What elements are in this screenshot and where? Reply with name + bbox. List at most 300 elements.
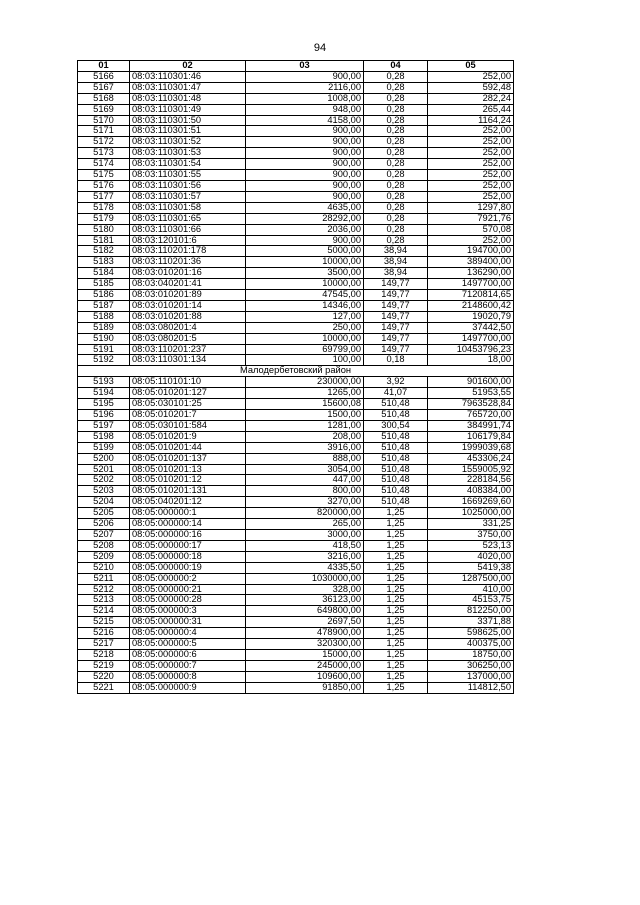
- table-row: [78, 333, 514, 344]
- cadastral-number: 08:05:000000:9: [130, 682, 246, 693]
- header-col-04: 04: [364, 61, 428, 72]
- row-number: 5198: [78, 431, 130, 442]
- area-value: 4635,00: [246, 202, 364, 213]
- table-row: [78, 584, 514, 595]
- table-row: [78, 475, 514, 486]
- unit-rate: 0,28: [364, 104, 428, 115]
- area-value: 15600,08: [246, 399, 364, 410]
- area-value: 28292,00: [246, 213, 364, 224]
- cadastral-number: 08:03:010201:88: [130, 311, 246, 322]
- cadastral-number: 08:03:080201:4: [130, 322, 246, 333]
- cadastral-value: 137000,00: [428, 671, 514, 682]
- area-value: 208,00: [246, 431, 364, 442]
- area-value: 2116,00: [246, 82, 364, 93]
- cadastral-number: 08:05:000000:3: [130, 606, 246, 617]
- table-row: [78, 82, 514, 93]
- cadastral-value: 252,00: [428, 126, 514, 137]
- table-row: [78, 606, 514, 617]
- unit-rate: 3,92: [364, 377, 428, 388]
- row-number: 5195: [78, 399, 130, 410]
- unit-rate: 1,25: [364, 529, 428, 540]
- cadastral-value: 265,44: [428, 104, 514, 115]
- row-number: 5191: [78, 344, 130, 355]
- table-header-row: [78, 61, 514, 72]
- cadastral-number: 08:05:000000:31: [130, 617, 246, 628]
- cadastral-value: 3750,00: [428, 529, 514, 540]
- cadastral-number: 08:05:010201:13: [130, 464, 246, 475]
- cadastral-value: 5419,38: [428, 562, 514, 573]
- header-col-03: 03: [246, 61, 364, 72]
- table-row: [78, 279, 514, 290]
- cadastral-number: 08:03:040201:41: [130, 279, 246, 290]
- cadastral-value: 252,00: [428, 148, 514, 159]
- row-number: 5219: [78, 660, 130, 671]
- table-row: [78, 486, 514, 497]
- cadastral-number: 08:03:110301:49: [130, 104, 246, 115]
- cadastral-value: 194700,00: [428, 246, 514, 257]
- unit-rate: 0,28: [364, 115, 428, 126]
- area-value: 2036,00: [246, 224, 364, 235]
- cadastral-value: 598625,00: [428, 628, 514, 639]
- area-value: 1008,00: [246, 93, 364, 104]
- table-row: [78, 540, 514, 551]
- cadastral-value-table: [77, 60, 514, 694]
- cadastral-value: 1297,80: [428, 202, 514, 213]
- cadastral-value: 252,00: [428, 180, 514, 191]
- area-value: 15000,00: [246, 649, 364, 660]
- table-row: [78, 290, 514, 301]
- row-number: 5218: [78, 649, 130, 660]
- area-value: 1030000,00: [246, 573, 364, 584]
- unit-rate: 149,77: [364, 344, 428, 355]
- area-value: 900,00: [246, 191, 364, 202]
- area-value: 265,00: [246, 519, 364, 530]
- cadastral-number: 08:05:040201:12: [130, 497, 246, 508]
- cadastral-number: 08:05:000000:5: [130, 639, 246, 650]
- area-value: 10000,00: [246, 279, 364, 290]
- area-value: 245000,00: [246, 660, 364, 671]
- row-number: 5204: [78, 497, 130, 508]
- cadastral-number: 08:03:010201:89: [130, 290, 246, 301]
- table-row: [78, 180, 514, 191]
- row-number: 5208: [78, 540, 130, 551]
- area-value: 2697,50: [246, 617, 364, 628]
- cadastral-value: 592,48: [428, 82, 514, 93]
- cadastral-value: 1497700,00: [428, 279, 514, 290]
- table-row: [78, 322, 514, 333]
- cadastral-value: 106179,84: [428, 431, 514, 442]
- area-value: 900,00: [246, 170, 364, 181]
- cadastral-number: 08:03:110301:52: [130, 137, 246, 148]
- row-number: 5172: [78, 137, 130, 148]
- unit-rate: 510,48: [364, 431, 428, 442]
- table-row: [78, 388, 514, 399]
- table-row: [78, 246, 514, 257]
- cadastral-number: 08:03:110301:48: [130, 93, 246, 104]
- cadastral-number: 08:03:110301:53: [130, 148, 246, 159]
- table-row: [78, 442, 514, 453]
- unit-rate: 510,48: [364, 442, 428, 453]
- unit-rate: 510,48: [364, 475, 428, 486]
- cadastral-number: 08:03:010201:14: [130, 300, 246, 311]
- unit-rate: 38,94: [364, 246, 428, 257]
- cadastral-number: 08:05:110101:10: [130, 377, 246, 388]
- cadastral-value: 812250,00: [428, 606, 514, 617]
- table-row: [78, 202, 514, 213]
- cadastral-value: 114812,50: [428, 682, 514, 693]
- cadastral-number: 08:05:000000:18: [130, 551, 246, 562]
- area-value: 320300,00: [246, 639, 364, 650]
- cadastral-number: 08:03:110301:57: [130, 191, 246, 202]
- row-number: 5184: [78, 268, 130, 279]
- area-value: 447,00: [246, 475, 364, 486]
- table-row: [78, 562, 514, 573]
- cadastral-value: 2148600,42: [428, 300, 514, 311]
- cadastral-number: 08:05:000000:19: [130, 562, 246, 573]
- unit-rate: 1,25: [364, 573, 428, 584]
- header-col-05: 05: [428, 61, 514, 72]
- unit-rate: 0,28: [364, 235, 428, 246]
- area-value: 3216,00: [246, 551, 364, 562]
- cadastral-number: 08:03:110201:36: [130, 257, 246, 268]
- area-value: 900,00: [246, 137, 364, 148]
- cadastral-value: 252,00: [428, 191, 514, 202]
- cadastral-number: 08:05:010201:12: [130, 475, 246, 486]
- row-number: 5207: [78, 529, 130, 540]
- table-body: [78, 71, 514, 693]
- cadastral-number: 08:05:010201:131: [130, 486, 246, 497]
- row-number: 5221: [78, 682, 130, 693]
- cadastral-number: 08:05:000000:8: [130, 671, 246, 682]
- table-row: [78, 191, 514, 202]
- cadastral-value: 1559005,92: [428, 464, 514, 475]
- unit-rate: 149,77: [364, 300, 428, 311]
- area-value: 900,00: [246, 235, 364, 246]
- cadastral-number: 08:05:000000:17: [130, 540, 246, 551]
- table-row: [78, 148, 514, 159]
- unit-rate: 0,28: [364, 202, 428, 213]
- cadastral-value: 331,25: [428, 519, 514, 530]
- area-value: 5000,00: [246, 246, 364, 257]
- unit-rate: 0,28: [364, 180, 428, 191]
- cadastral-number: 08:03:110301:65: [130, 213, 246, 224]
- unit-rate: 0,28: [364, 137, 428, 148]
- area-value: 3054,00: [246, 464, 364, 475]
- header-col-02: 02: [130, 61, 246, 72]
- cadastral-value: 136290,00: [428, 268, 514, 279]
- unit-rate: 0,28: [364, 170, 428, 181]
- area-value: 800,00: [246, 486, 364, 497]
- unit-rate: 0,28: [364, 191, 428, 202]
- row-number: 5214: [78, 606, 130, 617]
- cadastral-value: 51953,55: [428, 388, 514, 399]
- area-value: 47545,00: [246, 290, 364, 301]
- table-row: [78, 300, 514, 311]
- area-value: 69799,00: [246, 344, 364, 355]
- cadastral-number: 08:05:010201:127: [130, 388, 246, 399]
- row-number: 5173: [78, 148, 130, 159]
- unit-rate: 510,48: [364, 486, 428, 497]
- unit-rate: 0,28: [364, 213, 428, 224]
- row-number: 5171: [78, 126, 130, 137]
- row-number: 5196: [78, 410, 130, 421]
- unit-rate: 1,25: [364, 660, 428, 671]
- cadastral-value: 10453796,23: [428, 344, 514, 355]
- section-title: Малодербетовский район: [78, 366, 514, 377]
- cadastral-number: 08:05:000000:2: [130, 573, 246, 584]
- area-value: 100,00: [246, 355, 364, 366]
- table-row: [78, 213, 514, 224]
- table-row: [78, 617, 514, 628]
- unit-rate: 1,25: [364, 584, 428, 595]
- row-number: 5169: [78, 104, 130, 115]
- table-row: [78, 464, 514, 475]
- cadastral-number: 08:03:080201:5: [130, 333, 246, 344]
- row-number: 5181: [78, 235, 130, 246]
- cadastral-number: 08:05:000000:28: [130, 595, 246, 606]
- cadastral-number: 08:03:110301:56: [130, 180, 246, 191]
- table-row: [78, 497, 514, 508]
- row-number: 5202: [78, 475, 130, 486]
- area-value: 820000,00: [246, 508, 364, 519]
- table-row: [78, 660, 514, 671]
- area-value: 1265,00: [246, 388, 364, 399]
- cadastral-number: 08:05:010201:44: [130, 442, 246, 453]
- area-value: 4335,50: [246, 562, 364, 573]
- cadastral-value: 765720,00: [428, 410, 514, 421]
- table-row: [78, 377, 514, 388]
- table-row: [78, 344, 514, 355]
- unit-rate: 1,25: [364, 519, 428, 530]
- area-value: 418,50: [246, 540, 364, 551]
- table-row: [78, 126, 514, 137]
- table-row: [78, 595, 514, 606]
- row-number: 5180: [78, 224, 130, 235]
- row-number: 5167: [78, 82, 130, 93]
- cadastral-value: 19020,79: [428, 311, 514, 322]
- cadastral-value: 252,00: [428, 159, 514, 170]
- unit-rate: 1,25: [364, 540, 428, 551]
- cadastral-number: 08:03:120101:6: [130, 235, 246, 246]
- row-number: 5186: [78, 290, 130, 301]
- area-value: 10000,00: [246, 257, 364, 268]
- unit-rate: 1,25: [364, 649, 428, 660]
- cadastral-value: 306250,00: [428, 660, 514, 671]
- cadastral-value: 228184,56: [428, 475, 514, 486]
- table-row: [78, 671, 514, 682]
- cadastral-number: 08:03:110301:66: [130, 224, 246, 235]
- area-value: 3500,00: [246, 268, 364, 279]
- unit-rate: 1,25: [364, 628, 428, 639]
- row-number: 5203: [78, 486, 130, 497]
- table-row: [78, 104, 514, 115]
- cadastral-value: 252,00: [428, 235, 514, 246]
- table-row: [78, 71, 514, 82]
- unit-rate: 149,77: [364, 311, 428, 322]
- unit-rate: 510,48: [364, 410, 428, 421]
- cadastral-value: 1669269,60: [428, 497, 514, 508]
- row-number: 5209: [78, 551, 130, 562]
- area-value: 10000,00: [246, 333, 364, 344]
- cadastral-number: 08:05:010201:137: [130, 453, 246, 464]
- area-value: 109600,00: [246, 671, 364, 682]
- row-number: 5197: [78, 420, 130, 431]
- cadastral-value: 570,08: [428, 224, 514, 235]
- unit-rate: 1,25: [364, 617, 428, 628]
- unit-rate: 0,28: [364, 148, 428, 159]
- area-value: 900,00: [246, 126, 364, 137]
- section-row: [78, 366, 514, 377]
- unit-rate: 300,54: [364, 420, 428, 431]
- row-number: 5166: [78, 71, 130, 82]
- row-number: 5182: [78, 246, 130, 257]
- unit-rate: 510,48: [364, 453, 428, 464]
- unit-rate: 149,77: [364, 333, 428, 344]
- unit-rate: 1,25: [364, 595, 428, 606]
- row-number: 5192: [78, 355, 130, 366]
- table-row: [78, 649, 514, 660]
- unit-rate: 1,25: [364, 606, 428, 617]
- unit-rate: 510,48: [364, 497, 428, 508]
- cadastral-value: 1999039,68: [428, 442, 514, 453]
- cadastral-value: 45153,75: [428, 595, 514, 606]
- unit-rate: 0,18: [364, 355, 428, 366]
- row-number: 5176: [78, 180, 130, 191]
- row-number: 5194: [78, 388, 130, 399]
- row-number: 5212: [78, 584, 130, 595]
- cadastral-value: 37442,50: [428, 322, 514, 333]
- unit-rate: 38,94: [364, 257, 428, 268]
- area-value: 900,00: [246, 71, 364, 82]
- cadastral-value: 523,13: [428, 540, 514, 551]
- unit-rate: 1,25: [364, 682, 428, 693]
- cadastral-number: 08:03:010201:16: [130, 268, 246, 279]
- row-number: 5175: [78, 170, 130, 181]
- unit-rate: 510,48: [364, 464, 428, 475]
- area-value: 127,00: [246, 311, 364, 322]
- cadastral-value: 384991,74: [428, 420, 514, 431]
- area-value: 888,00: [246, 453, 364, 464]
- table-row: [78, 551, 514, 562]
- table-row: [78, 159, 514, 170]
- table-row: [78, 628, 514, 639]
- cadastral-number: 08:05:000000:4: [130, 628, 246, 639]
- cadastral-number: 08:03:110201:178: [130, 246, 246, 257]
- cadastral-number: 08:03:110301:58: [130, 202, 246, 213]
- cadastral-value: 252,00: [428, 170, 514, 181]
- cadastral-value: 400375,00: [428, 639, 514, 650]
- cadastral-number: 08:05:010201:7: [130, 410, 246, 421]
- cadastral-number: 08:03:110301:46: [130, 71, 246, 82]
- area-value: 478900,00: [246, 628, 364, 639]
- area-value: 3000,00: [246, 529, 364, 540]
- row-number: 5174: [78, 159, 130, 170]
- area-value: 1281,00: [246, 420, 364, 431]
- header-col-01: 01: [78, 61, 130, 72]
- area-value: 4158,00: [246, 115, 364, 126]
- unit-rate: 0,28: [364, 71, 428, 82]
- unit-rate: 1,25: [364, 551, 428, 562]
- table-row: [78, 137, 514, 148]
- cadastral-value: 18750,00: [428, 649, 514, 660]
- table-row: [78, 529, 514, 540]
- unit-rate: 1,25: [364, 639, 428, 650]
- cadastral-number: 08:03:110301:47: [130, 82, 246, 93]
- cadastral-number: 08:05:010201:9: [130, 431, 246, 442]
- cadastral-value: 389400,00: [428, 257, 514, 268]
- table-row: [78, 573, 514, 584]
- row-number: 5210: [78, 562, 130, 573]
- table-row: [78, 311, 514, 322]
- row-number: 5206: [78, 519, 130, 530]
- cadastral-number: 08:05:000000:7: [130, 660, 246, 671]
- row-number: 5189: [78, 322, 130, 333]
- area-value: 1500,00: [246, 410, 364, 421]
- cadastral-number: 08:03:110301:54: [130, 159, 246, 170]
- cadastral-number: 08:03:110301:51: [130, 126, 246, 137]
- unit-rate: 149,77: [364, 322, 428, 333]
- unit-rate: 0,28: [364, 82, 428, 93]
- row-number: 5185: [78, 279, 130, 290]
- cadastral-number: 08:05:030101:25: [130, 399, 246, 410]
- area-value: 3916,00: [246, 442, 364, 453]
- table-row: [78, 355, 514, 366]
- cadastral-number: 08:03:110301:50: [130, 115, 246, 126]
- cadastral-value: 3371,88: [428, 617, 514, 628]
- unit-rate: 149,77: [364, 290, 428, 301]
- table-row: [78, 170, 514, 181]
- unit-rate: 1,25: [364, 508, 428, 519]
- area-value: 328,00: [246, 584, 364, 595]
- cadastral-number: 08:03:110301:134: [130, 355, 246, 366]
- area-value: 14346,00: [246, 300, 364, 311]
- area-value: 230000,00: [246, 377, 364, 388]
- cadastral-number: 08:05:000000:14: [130, 519, 246, 530]
- cadastral-value: 252,00: [428, 71, 514, 82]
- area-value: 948,00: [246, 104, 364, 115]
- table-row: [78, 115, 514, 126]
- unit-rate: 0,28: [364, 126, 428, 137]
- cadastral-number: 08:03:110301:55: [130, 170, 246, 181]
- table-row: [78, 508, 514, 519]
- row-number: 5177: [78, 191, 130, 202]
- table-row: [78, 93, 514, 104]
- row-number: 5211: [78, 573, 130, 584]
- area-value: 3270,00: [246, 497, 364, 508]
- unit-rate: 38,94: [364, 268, 428, 279]
- cadastral-value: 1287500,00: [428, 573, 514, 584]
- table-row: [78, 268, 514, 279]
- cadastral-value: 7963528,84: [428, 399, 514, 410]
- area-value: 900,00: [246, 148, 364, 159]
- cadastral-value: 7120814,65: [428, 290, 514, 301]
- table-row: [78, 519, 514, 530]
- table-row: [78, 410, 514, 421]
- cadastral-number: 08:03:110201:237: [130, 344, 246, 355]
- unit-rate: 149,77: [364, 279, 428, 290]
- cadastral-value: 453306,24: [428, 453, 514, 464]
- row-number: 5213: [78, 595, 130, 606]
- cadastral-number: 08:05:000000:1: [130, 508, 246, 519]
- row-number: 5220: [78, 671, 130, 682]
- row-number: 5170: [78, 115, 130, 126]
- cadastral-value: 408384,00: [428, 486, 514, 497]
- table-row: [78, 399, 514, 410]
- cadastral-number: 08:05:030101:584: [130, 420, 246, 431]
- cadastral-value: 1164,24: [428, 115, 514, 126]
- table-row: [78, 453, 514, 464]
- row-number: 5183: [78, 257, 130, 268]
